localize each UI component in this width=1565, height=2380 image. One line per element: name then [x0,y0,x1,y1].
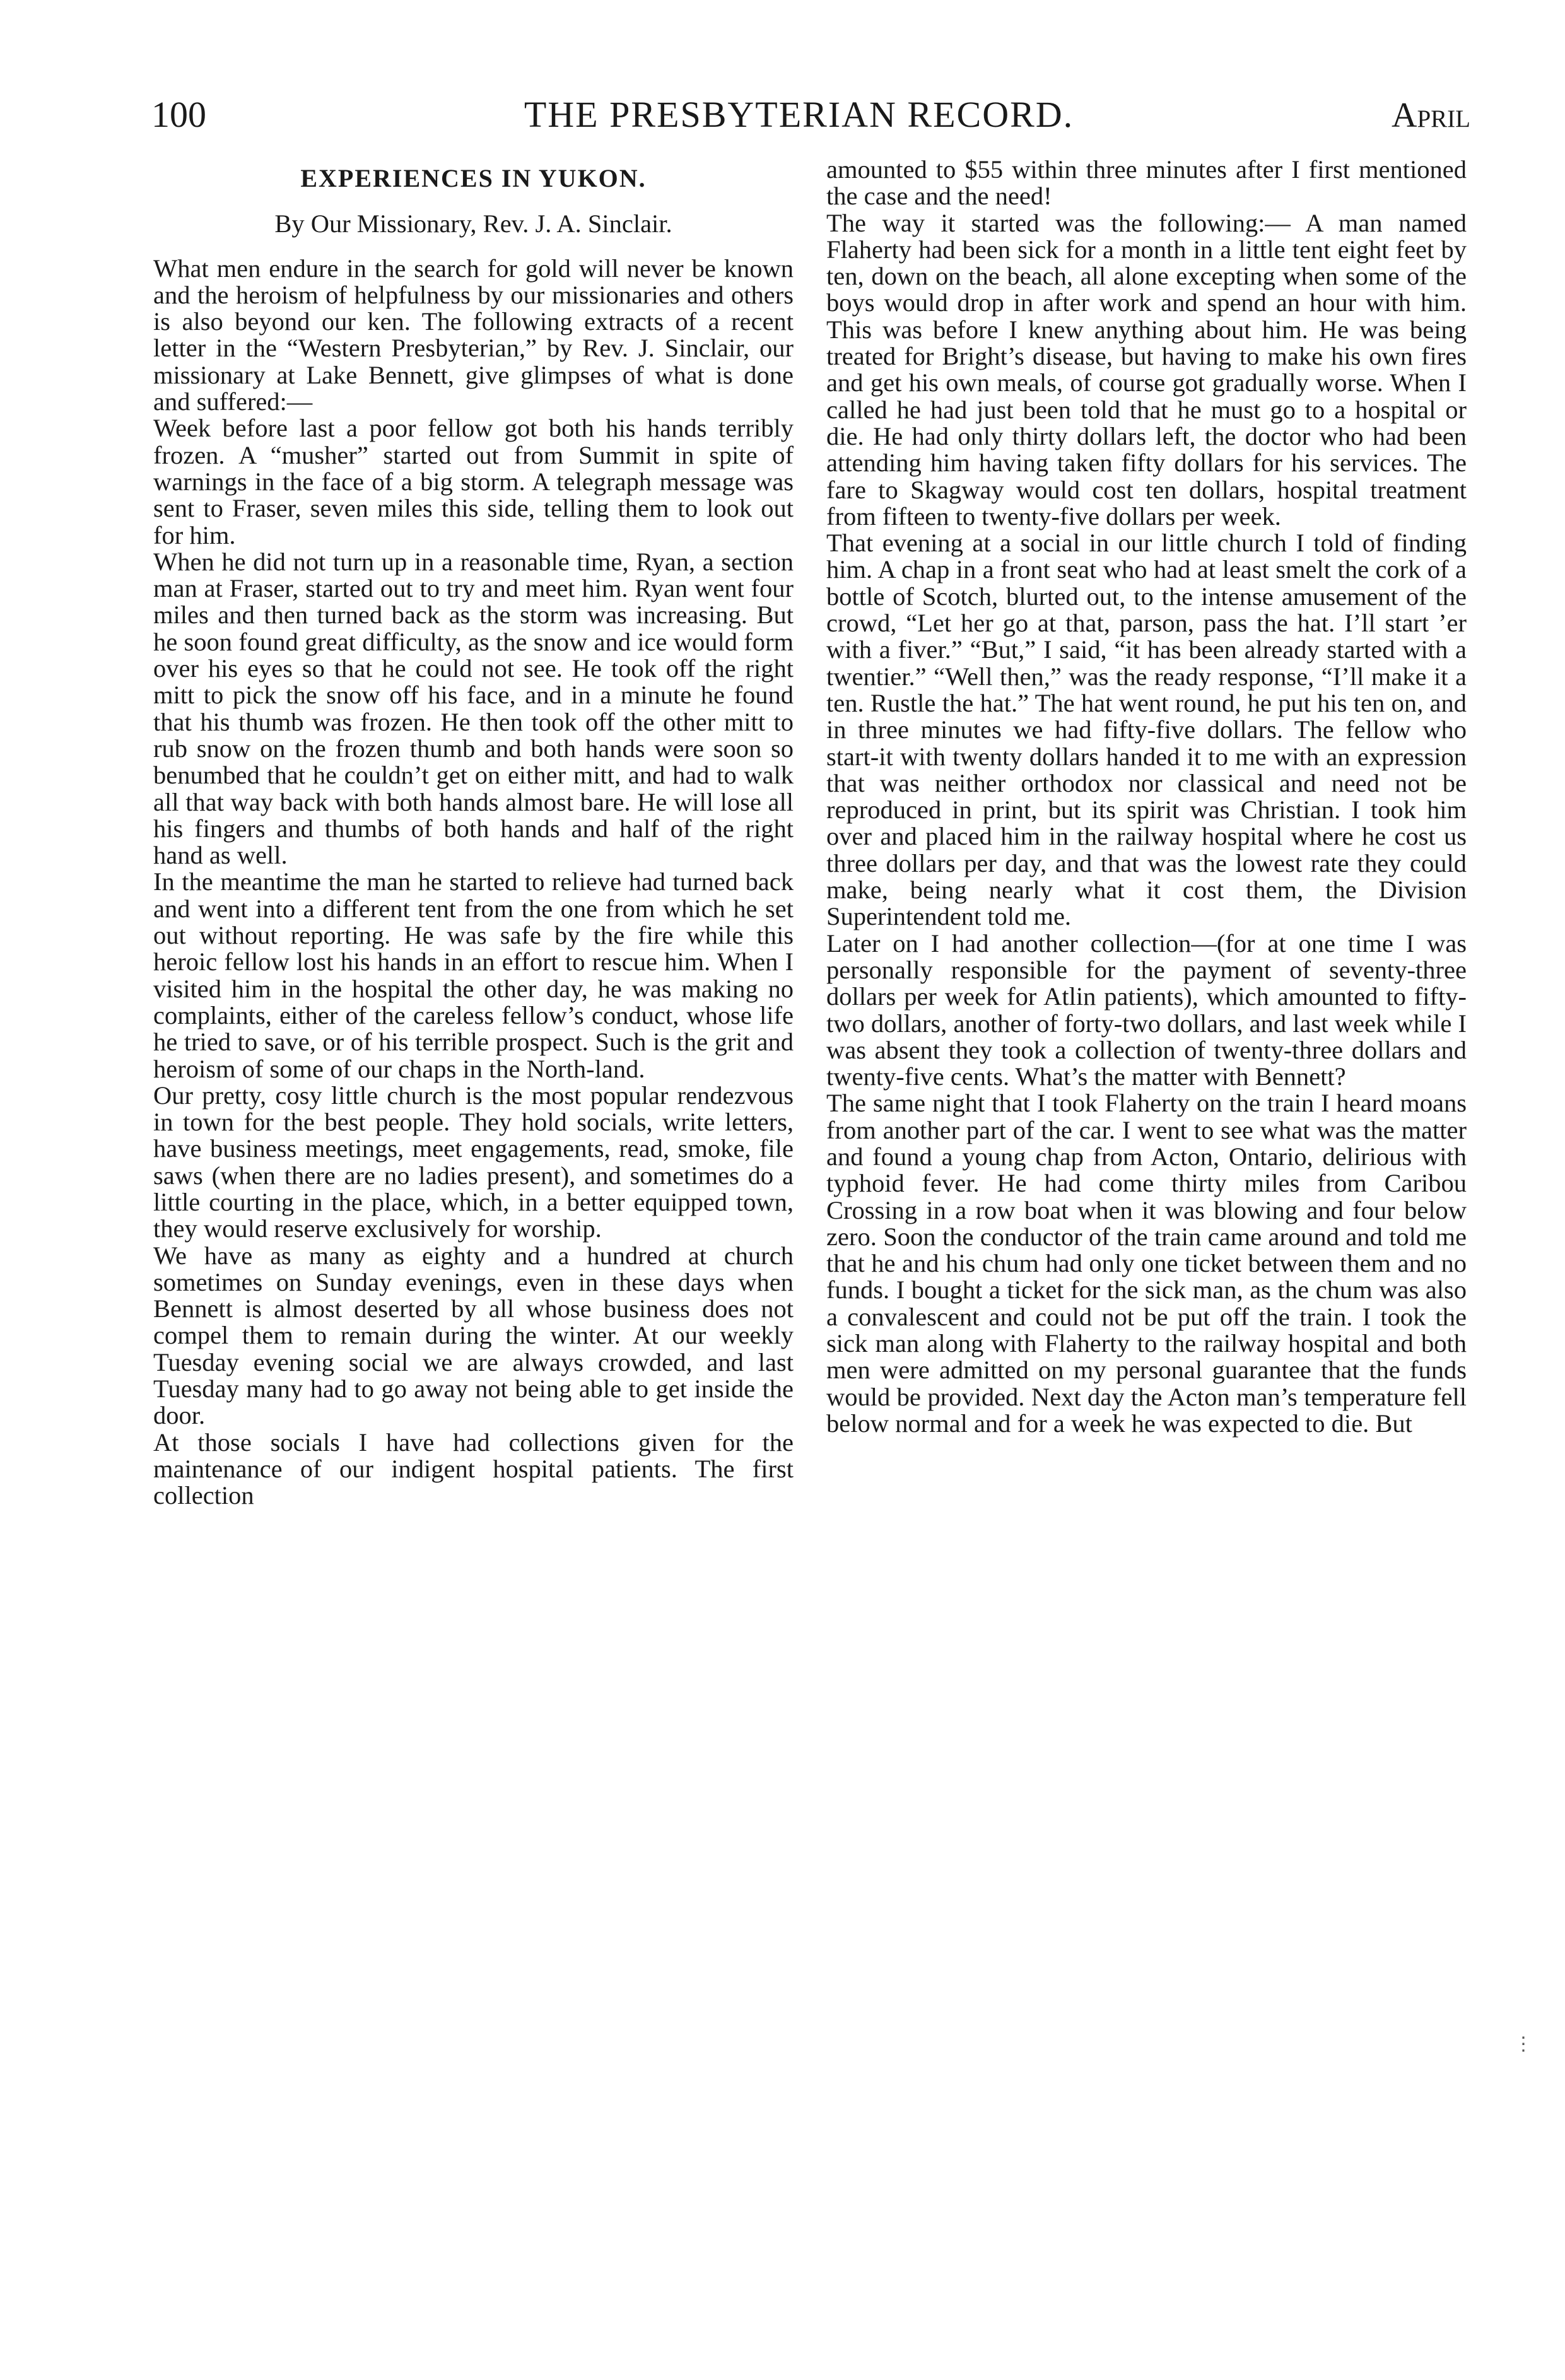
paragraph: We have as many as eighty and a hundred at church sometimes on Sunday evenings, even in these days when Bennett is almost deserted by all whose business does not compel them to remain during the winter. At our weekly Tuesday evening social we are always crowded, and last Tuesday many had to go away not being able to get inside the door. [153,1241,794,1430]
issue-month: April [1392,96,1470,135]
paragraph: Week before last a poor fellow got both his hands terribly frozen. A “musher” started out from Summit in spite of warnings in the face of a big storm. A telegraph message was sent to Fraser, seven miles this side, telling them to look out for him. [153,414,794,549]
page-header [151,93,1470,156]
paragraph: The way it started was the following:— A man named Flaherty had been sick for a month in a little tent eight feet by ten, down on the beach, all alone excepting when some of the boys would drop in after work and spend an hour with him. This was before I knew anything about him. He was being treated for Bright’s disease, but having to make his own fires and get his own meals, of course got gradually worse. When I called he had just been told that he must go to a hospital or die. He had only thirty dollars left, the doctor who had been attending him having taken fifty dollars for his services. The fare to Skagway would cost ten dollars, hospital treatment from fifteen to twenty-five dollars per week. [826,208,1467,531]
article-byline: By Our Missionary, Rev. J. A. Sinclair. [274,209,672,238]
margin-speck: ⋮ [1514,2034,1533,2055]
paragraph: The same night that I took Flaherty on the train I heard moans from another part of the car. I went to see what was the matter and found a young chap from Acton, Ontario, delirious with typhoid fever. He had come thirty miles from Caribou Crossing in a row boat when it was blowing and four below zero. Soon the conductor of the train came around and told me that he and his chum had only one ticket between them and no funds. I bought a ticket for the sick man, as the chum was also a convalescent and could not be put off the train. I took the sick man along with Flaherty to the railway hospital and both men were admitted on my personal guarantee that the funds would be provided. Next day the Acton man’s temperature fell below normal and for a week he was expected to die. But [826,1089,1467,1438]
paragraph: That evening at a social in our little church I told of finding him. A chap in a front seat who had at least smelt the cork of a bottle of Scotch, blurted out, to the intense amusement of the crowd, “Let her go at that, parson, pass the hat. I’ll start ’er with a fiver.” “But,” I said, “it has been already started with a twentier.” “Well then,” was the ready response, “I’ll make it a ten. Rustle the hat.” The hat went round, he put his ten on, and in three minutes we had fifty-five dollars. The fellow who start-it with twenty dollars handed it to me with an expression that was neither orthodox nor classical and need not be reproduced in print, but its spirit was Christian. I took him over and placed him in the railway hospital where he cost us three dollars per day, and that was the lowest rate they could make, being nearly what it cost them, the Division Superintendent told me. [826,529,1467,931]
masthead-title: THE PRESBYTERIAN RECORD. [524,94,1074,135]
paragraph: In the meantime the man he started to relieve had turned back and went into a different tent from the one from which he set out without reporting. He was safe by the fire while this heroic fellow lost his hands in an effort to rescue him. When I visited him in the hospital the other day, he was making no complaints, either of the careless fellow’s conduct, whose life he tried to save, or of his terrible prospect. Such is the grit and heroism of some of our chaps in the North-land. [153,867,794,1083]
right-column [826,156,1467,1437]
article-title: EXPERIENCES IN YUKON. [300,164,647,192]
paragraph: When he did not turn up in a reasonable time, Ryan, a section man at Fraser, started out to try and meet him. Ryan went four miles and then turned back as the storm was increasing. But he soon found great difficulty, as the snow and ice would form over his eyes so that he could not see. He took off the right mitt to pick the snow off his face, and in a minute he found that his thumb was frozen. He then took off the other mitt to rub snow on the frozen thumb and both hands were soon so benumbed that he couldn’t get on either mitt, and had to walk all that way back with both hands almost bare. He will lose all his fingers and thumbs of both hands and half of the right hand as well. [153,547,794,870]
paragraph: What men endure in the search for gold will never be known and the heroism of helpfulness by our missionaries and others is also beyond our ken. The following extracts of a recent letter in the “Western Presbyterian,” by Rev. J. Sinclair, our missionary at Lake Bennett, give glimpses of what is done and suffered:— [153,254,794,416]
paragraph: amounted to $55 within three minutes after I first mentioned the case and the need! [826,155,1467,211]
paragraph: At those socials I have had collections given for the maintenance of our indigent hospital patients. The first collection [153,1427,794,1510]
left-column [153,156,794,1509]
paragraph: Our pretty, cosy little church is the most popular rendezvous in town for the best people. They hold socials, write letters, have business meetings, meet engagements, read, smoke, file saws (when there are no ladies present), and sometimes do a little courting in the place, which, in a better equipped town, they would reserve exclusively for worship. [153,1081,794,1243]
page-number: 100 [151,94,206,135]
paragraph: Later on I had another collection—(for at one time I was personally responsible for the payment of seventy-three dollars per week for Atlin patients), which amounted to fifty-two dollars, another of forty-two dollars, and last week while I was absent they took a collection of twenty-three dollars and twenty-five cents. What’s the matter with Bennett? [826,929,1467,1091]
